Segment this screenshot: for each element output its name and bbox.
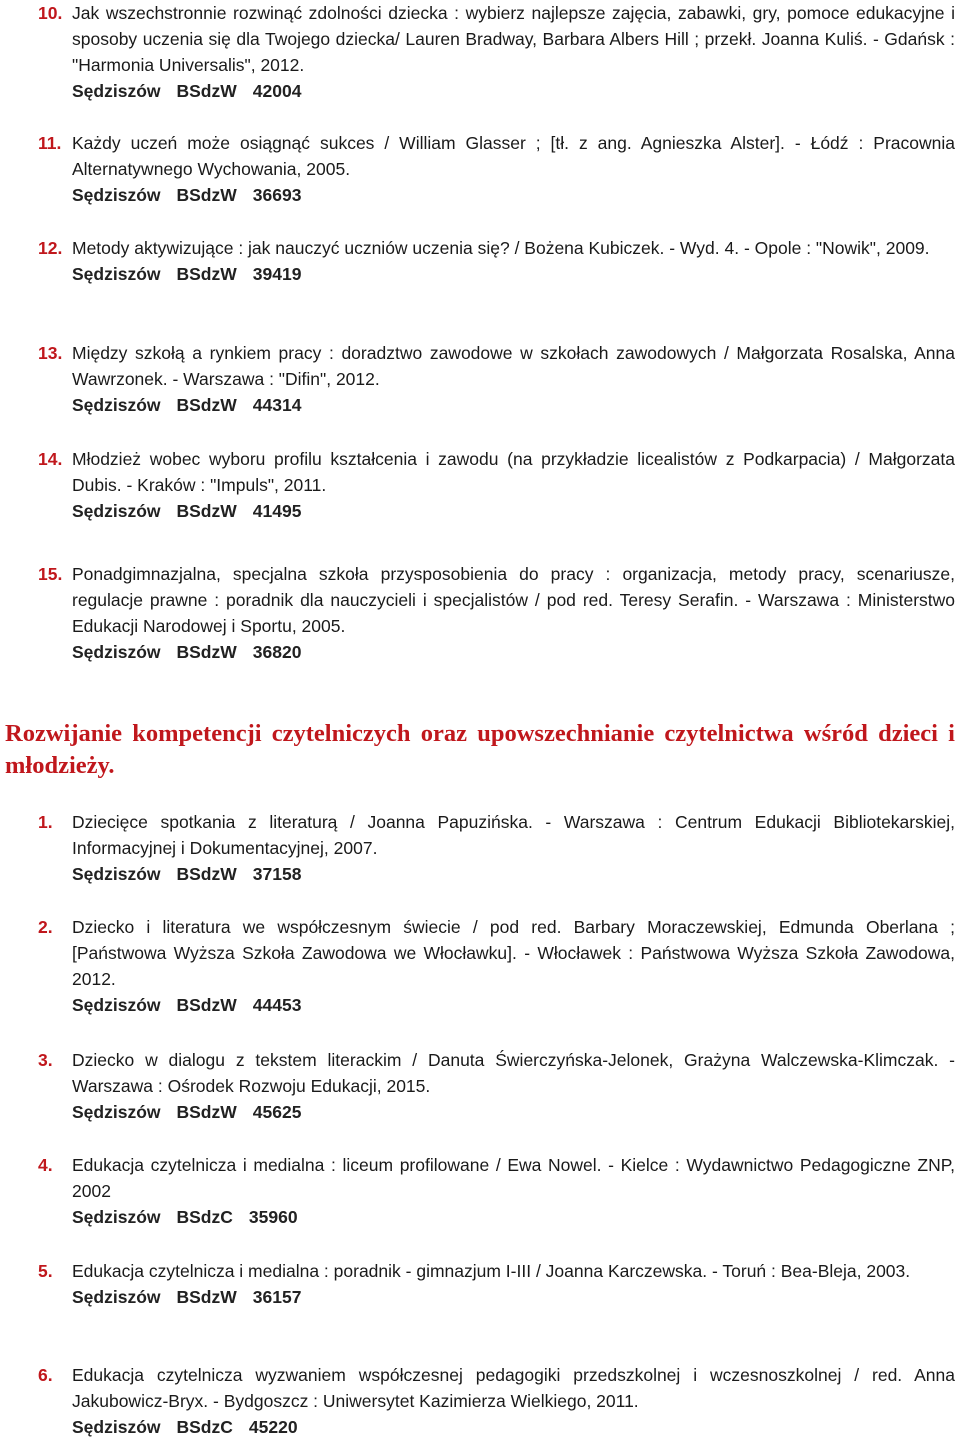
entry-number: 5. bbox=[38, 1261, 53, 1281]
entry-number: 11. bbox=[38, 133, 62, 153]
entry-text: Ponadgimnazjalna, specjalna szkoła przysposobienia do pracy : organizacja, metody pracy, scenariusze, regulacje prawne : poradnik dla nauczycieli i specjalistów / pod red. Teresy Serafin. - Warszawa : Ministerstwo Edukacji Narodowej i Sportu, 2005. bbox=[72, 564, 955, 636]
call-number: Sędziszów BSdzW 37158 bbox=[72, 864, 302, 884]
call-number: Sędziszów BSdzW 44453 bbox=[72, 995, 302, 1015]
bibliography-entry bbox=[0, 340, 955, 418]
bibliography-entry bbox=[0, 561, 955, 665]
bibliography-entry bbox=[0, 809, 955, 887]
entry-text: Edukacja czytelnicza i medialna : poradnik - gimnazjum I-III / Joanna Karczewska. - Toruń : Bea-Bleja, 2003. bbox=[72, 1261, 911, 1281]
bibliography-entry bbox=[0, 446, 955, 524]
call-number: Sędziszów BSdzW 44314 bbox=[72, 395, 302, 415]
section-heading: Rozwijanie kompetencji czytelniczych oraz upowszechnianie czytelnictwa wśród dzieci i młodzieży. bbox=[5, 720, 955, 779]
call-number: Sędziszów BSdzW 42004 bbox=[72, 81, 302, 101]
bibliography-entry bbox=[0, 0, 955, 104]
bibliography-entry bbox=[0, 914, 955, 1018]
entry-number: 3. bbox=[38, 1050, 53, 1070]
bibliography-entry bbox=[0, 1362, 955, 1440]
entry-number: 4. bbox=[38, 1155, 53, 1175]
bibliography-entry bbox=[0, 235, 955, 287]
bibliography-entry bbox=[0, 1152, 955, 1230]
call-number: Sędziszów BSdzW 36157 bbox=[72, 1287, 302, 1307]
bibliography-entry bbox=[0, 1047, 955, 1125]
call-number: Sędziszów BSdzC 45220 bbox=[72, 1417, 298, 1437]
entry-number: 15. bbox=[38, 564, 63, 584]
call-number: Sędziszów BSdzW 36693 bbox=[72, 185, 302, 205]
call-number: Sędziszów BSdzC 35960 bbox=[72, 1207, 298, 1227]
entry-number: 6. bbox=[38, 1365, 53, 1385]
entry-text: Jak wszechstronnie rozwinąć zdolności dziecka : wybierz najlepsze zajęcia, zabawki, gry, pomoce edukacyjne i sposoby uczenia się dla Twojego dziecka/ Lauren Bradway, Barbara Albers Hill ; przekł. Joanna Kuliś. - Gdańsk : "Harmonia Universalis", 2012. bbox=[72, 3, 955, 75]
entry-text: Metody aktywizujące : jak nauczyć uczniów uczenia się? / Bożena Kubiczek. - Wyd. 4. - Opole : "Nowik", 2009. bbox=[72, 238, 930, 258]
call-number: Sędziszów BSdzW 36820 bbox=[72, 642, 302, 662]
entry-number: 10. bbox=[38, 3, 63, 23]
entry-text: Dziecięce spotkania z literaturą / Joanna Papuzińska. - Warszawa : Centrum Edukacji Bibliotekarskiej, Informacyjnej i Dokumentacyjnej, 2007. bbox=[72, 812, 955, 858]
entry-number: 2. bbox=[38, 917, 53, 937]
entry-text: Edukacja czytelnicza i medialna : liceum profilowane / Ewa Nowel. - Kielce : Wydawnictwo Pedagogiczne ZNP, 2002 bbox=[72, 1155, 955, 1201]
entry-text: Każdy uczeń może osiągnąć sukces / William Glasser ; [tł. z ang. Agnieszka Alster]. - Łódź : Pracownia Alternatywnego Wychowania, 2005. bbox=[72, 133, 955, 179]
entry-number: 13. bbox=[38, 343, 63, 363]
entry-text: Młodzież wobec wyboru profilu kształcenia i zawodu (na przykładzie licealistów z Podkarpacia) / Małgorzata Dubis. - Kraków : "Impuls", 2011. bbox=[72, 449, 955, 495]
call-number: Sędziszów BSdzW 45625 bbox=[72, 1102, 302, 1122]
entry-text: Edukacja czytelnicza wyzwaniem współczesnej pedagogiki przedszkolnej i wczesnoszkolnej / red. Anna Jakubowicz-Bryx. - Bydgoszcz : Uniwersytet Kazimierza Wielkiego, 2011. bbox=[72, 1365, 955, 1411]
entry-number: 14. bbox=[38, 449, 63, 469]
call-number: Sędziszów BSdzW 41495 bbox=[72, 501, 302, 521]
bibliography-entry bbox=[0, 130, 955, 208]
entry-number: 1. bbox=[38, 812, 53, 832]
entry-text: Między szkołą a rynkiem pracy : doradztwo zawodowe w szkołach zawodowych / Małgorzata Rosalska, Anna Wawrzonek. - Warszawa : "Difin", 2012. bbox=[72, 343, 955, 389]
entry-number: 12. bbox=[38, 238, 63, 258]
call-number: Sędziszów BSdzW 39419 bbox=[72, 264, 302, 284]
entry-text: Dziecko w dialogu z tekstem literackim / Danuta Świerczyńska-Jelonek, Grażyna Walczewska-Klimczak. - Warszawa : Ośrodek Rozwoju Edukacji, 2015. bbox=[72, 1050, 955, 1096]
bibliography-entry bbox=[0, 1258, 955, 1310]
entry-text: Dziecko i literatura we współczesnym świecie / pod red. Barbary Moraczewskiej, Edmunda Oberlana ; [Państwowa Wyższa Szkoła Zawodowa we Włocławku]. - Włocławek : Państwowa Wyższa Szkoła Zawodowa, 2012. bbox=[72, 917, 955, 989]
